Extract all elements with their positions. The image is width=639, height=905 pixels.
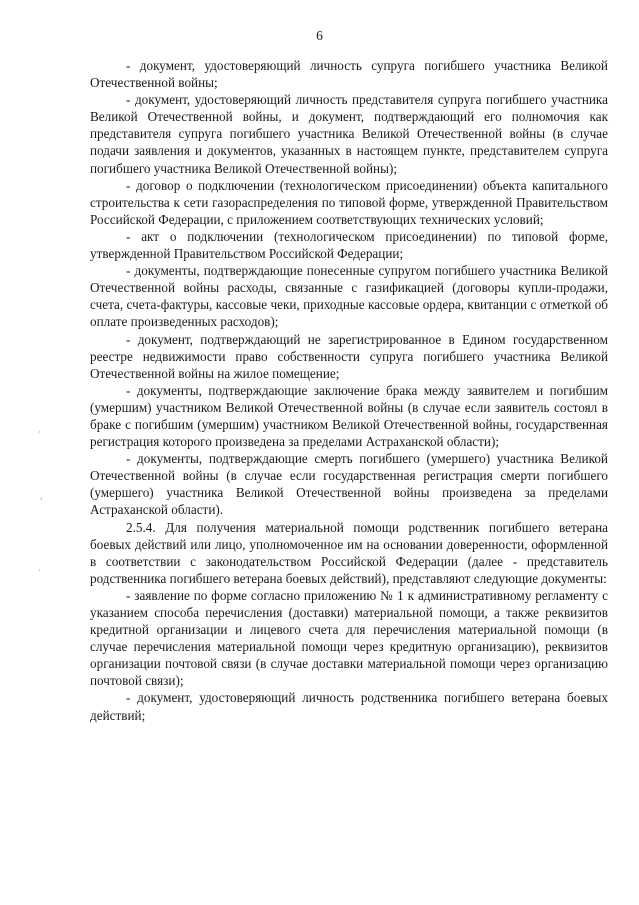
scan-speck: · <box>38 428 41 438</box>
paragraph: - документы, подтверждающие понесенные супругом погибшего участника Великой Отечественной войны расходы, связанные с газификацией (договоры купли-продажи, счета, счета-фактуры, кассовые чеки, приходные кассовые ордера, квитанции с отметкой об оплате произведенных расходов); <box>90 263 608 330</box>
paragraph: - документ, удостоверяющий личность представителя супруга погибшего участника Великой Отечественной войны, и документ, подтверждающий его полномочия как представителя супруга погибшего участника Великой Отечественной войны (в случае подачи заявления и документов, указанных в настоящем пункте, представителем супруга погибшего участника Великой Отечественной войны); <box>90 92 608 176</box>
scan-speck: ‘ <box>40 497 43 507</box>
paragraph: - документ, удостоверяющий личность родственника погибшего ветерана боевых действий; <box>90 690 608 723</box>
paragraph: - заявление по форме согласно приложению № 1 к административному регламенту с указанием способа перечисления (доставки) материальной помощи, а также реквизитов кредитной организации и лицевого счета для перечисления материальной помощи (в случае перечисления материальной помощи через кредитную организацию), реквизитов организации почтовой связи (в случае доставки материальной помощи через организацию почтовой связи); <box>90 587 608 689</box>
paragraph: - документ, подтверждающий не зарегистрированное в Едином государственном реестре недвижимости право собственности супруга погибшего участника Великой Отечественной войны на жилое помещение; <box>90 331 608 381</box>
paragraph: - документ, удостоверяющий личность супруга погибшего участника Великой Отечественной войны; <box>90 58 608 91</box>
paragraph: - документы, подтверждающие смерть погибшего (умершего) участника Великой Отечественной войны (в случае если государственная регистрация смерти погибшего (умершего) участника Великой Отечественной войны произведена за пределами Астраханской области). <box>90 451 608 518</box>
paragraph: - документы, подтверждающие заключение брака между заявителем и погибшим (умершим) участником Великой Отечественной войны (в случае если заявитель состоял в браке с погибшим (умершим) участником Великой Отечественной войны, государственная регистрация которого произведена за пределами Астраханской области); <box>90 382 608 450</box>
page-number: 6 <box>316 28 323 43</box>
paragraph: 2.5.4. Для получения материальной помощи родственник погибшего ветерана боевых действий или лицо, уполномоченное им на основании доверенности, оформленной в соответствии с законодательством Российской Федерации (далее - представитель родственника погибшего ветерана боевых действий), представляют следующие документы: <box>90 519 608 586</box>
document-body <box>90 57 608 724</box>
paragraph: - договор о подключении (технологическом присоединении) объекта капитального строительства к сети газораспределения по типовой форме, утвержденной Правительством Российской Федерации, с приложением соответствующих технических условий; <box>90 177 608 227</box>
paragraph: - акт о подключении (технологическом присоединении) по типовой форме, утвержденной Правительством Российской Федерации; <box>90 228 608 262</box>
scan-speck: · <box>38 566 41 576</box>
